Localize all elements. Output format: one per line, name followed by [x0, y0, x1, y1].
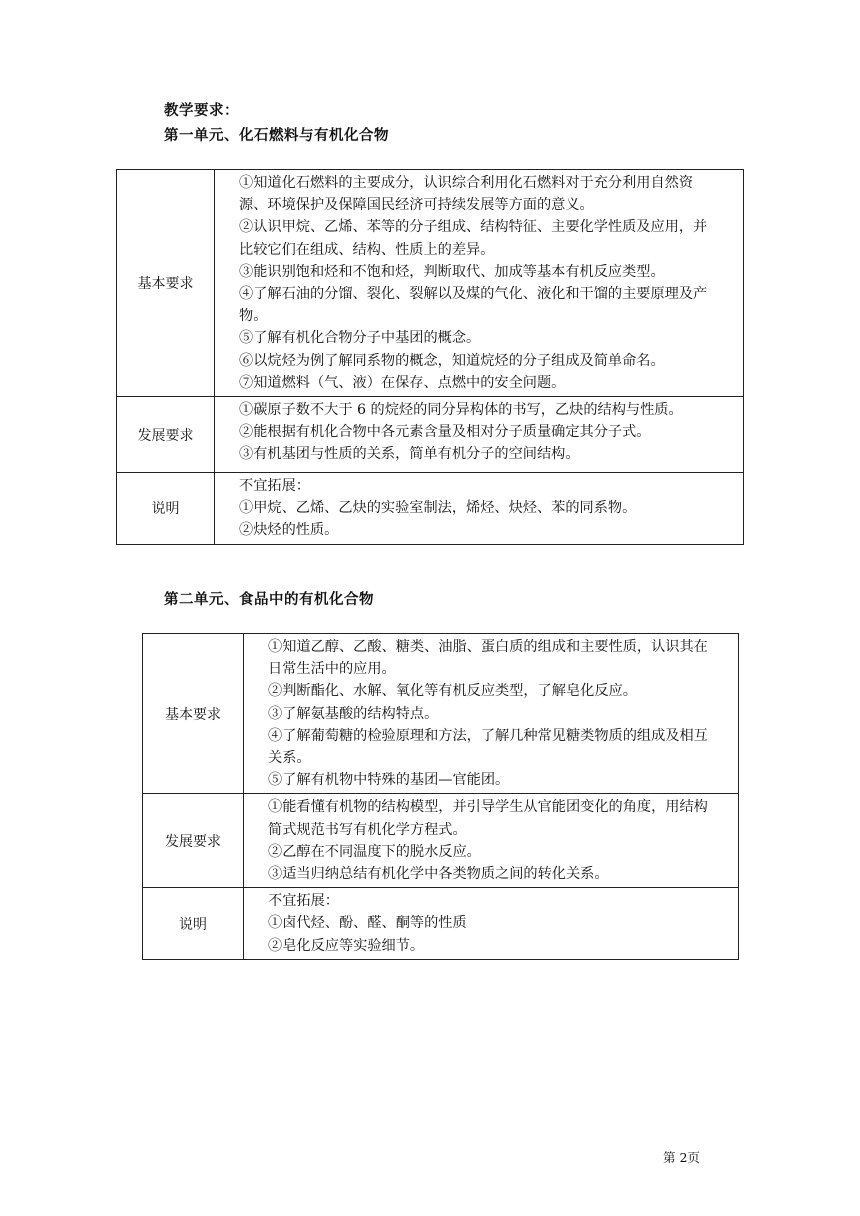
unit2-note-content	[244, 888, 739, 960]
unit2-basic-content	[244, 634, 739, 794]
unit1-basic-row	[117, 170, 744, 397]
text-line: ⑦知道燃料（气、液）在保存、点燃中的安全问题。	[239, 374, 566, 391]
text-line: ③了解氨基酸的结构特点。	[268, 705, 439, 722]
unit2-dev-content	[244, 794, 739, 888]
text-line: 物。	[239, 308, 268, 325]
text-line: ②判断酯化、水解、氧化等有机反应类型，了解皂化反应。	[268, 683, 637, 700]
text-line: ①能看懂有机物的结构模型，并引导学生从官能团变化的角度，用结构	[268, 799, 708, 816]
text-line: ②皂化反应等实验细节。	[268, 937, 425, 954]
unit2-note-row	[143, 888, 739, 960]
unit1-table	[116, 169, 744, 545]
unit2-title: 第二单元、食品中的有机化合物	[164, 592, 374, 608]
unit1-note-label: 说明	[117, 473, 215, 545]
text-line: ④了解石油的分馏、裂化、裂解以及煤的气化、液化和干馏的主要原理及产	[239, 286, 708, 303]
unit1-dev-content	[215, 397, 744, 473]
unit1-basic-content	[215, 170, 744, 397]
text-line: ①知道乙醇、乙酸、糖类、油脂、蛋白质的组成和主要性质，认识其在	[268, 639, 708, 655]
text-line: 比较它们在组成、结构、性质上的差异。	[239, 241, 495, 258]
text-line: 源、环境保护及保障国民经济可持续发展等方面的意义。	[239, 197, 594, 214]
text-line: ④了解葡萄糖的检验原理和方法，了解几种常见糖类物质的组成及相互	[268, 727, 708, 744]
unit2-dev-row	[143, 794, 739, 888]
text-line: ①碳原子数不大于 6 的烷烃的同分异构体的书写，乙炔的结构与性质。	[239, 402, 683, 419]
unit1-basic-label: 基本要求	[117, 170, 215, 397]
unit2-dev-label: 发展要求	[143, 794, 244, 888]
text-line: ②炔烃的性质。	[239, 522, 339, 539]
text-line: ⑤了解有机化合物分子中基团的概念。	[239, 330, 481, 347]
requirements-label: 教学要求：	[164, 103, 239, 119]
text-line: ①卤代烃、酚、醛、酮等的性质	[268, 915, 467, 932]
text-line: ⑤了解有机物中特殊的基团—官能团。	[268, 772, 510, 789]
text-line: 日常生活中的应用。	[268, 661, 396, 678]
unit2-table	[142, 633, 739, 960]
text-line: ③适当归纳总结有机化学中各类物质之间的转化关系。	[268, 866, 609, 883]
unit2-basic-row	[143, 634, 739, 794]
text-line: 不宜拓展：	[239, 478, 310, 495]
text-line: ②能根据有机化合物中各元素含量及相对分子质量确定其分子式。	[239, 424, 651, 441]
unit1-dev-label: 发展要求	[117, 397, 215, 473]
unit2-basic-label: 基本要求	[143, 634, 244, 794]
unit1-note-row	[117, 473, 744, 545]
text-line: 简式规范书写有机化学方程式。	[268, 821, 467, 838]
text-line: ⑥以烷烃为例了解同系物的概念，知道烷烃的分子组成及简单命名。	[239, 352, 665, 369]
text-line: ③有机基团与性质的关系，简单有机分子的空间结构。	[239, 446, 580, 463]
unit1-dev-row	[117, 397, 744, 473]
text-line: ③能识别饱和烃和不饱和烃，判断取代、加成等基本有机反应类型。	[239, 263, 665, 280]
text-line: 不宜拓展：	[268, 893, 339, 910]
text-line: ①甲烷、乙烯、乙炔的实验室制法，烯烃、炔烃、苯的同系物。	[239, 500, 637, 517]
unit1-title: 第一单元、化石燃料与有机化合物	[164, 128, 389, 144]
text-line: ①知道化石燃料的主要成分，认识综合利用化石燃料对于充分利用自然资	[239, 175, 694, 191]
unit1-note-content	[215, 473, 744, 545]
text-line: ②乙醇在不同温度下的脱水反应。	[268, 843, 481, 860]
unit2-note-label: 说明	[143, 888, 244, 960]
page-number: 第 2页	[663, 1150, 700, 1165]
text-line: ②认识甲烷、乙烯、苯等的分子组成、结构特征、主要化学性质及应用，并	[239, 219, 708, 236]
text-line: 关系。	[268, 750, 311, 767]
